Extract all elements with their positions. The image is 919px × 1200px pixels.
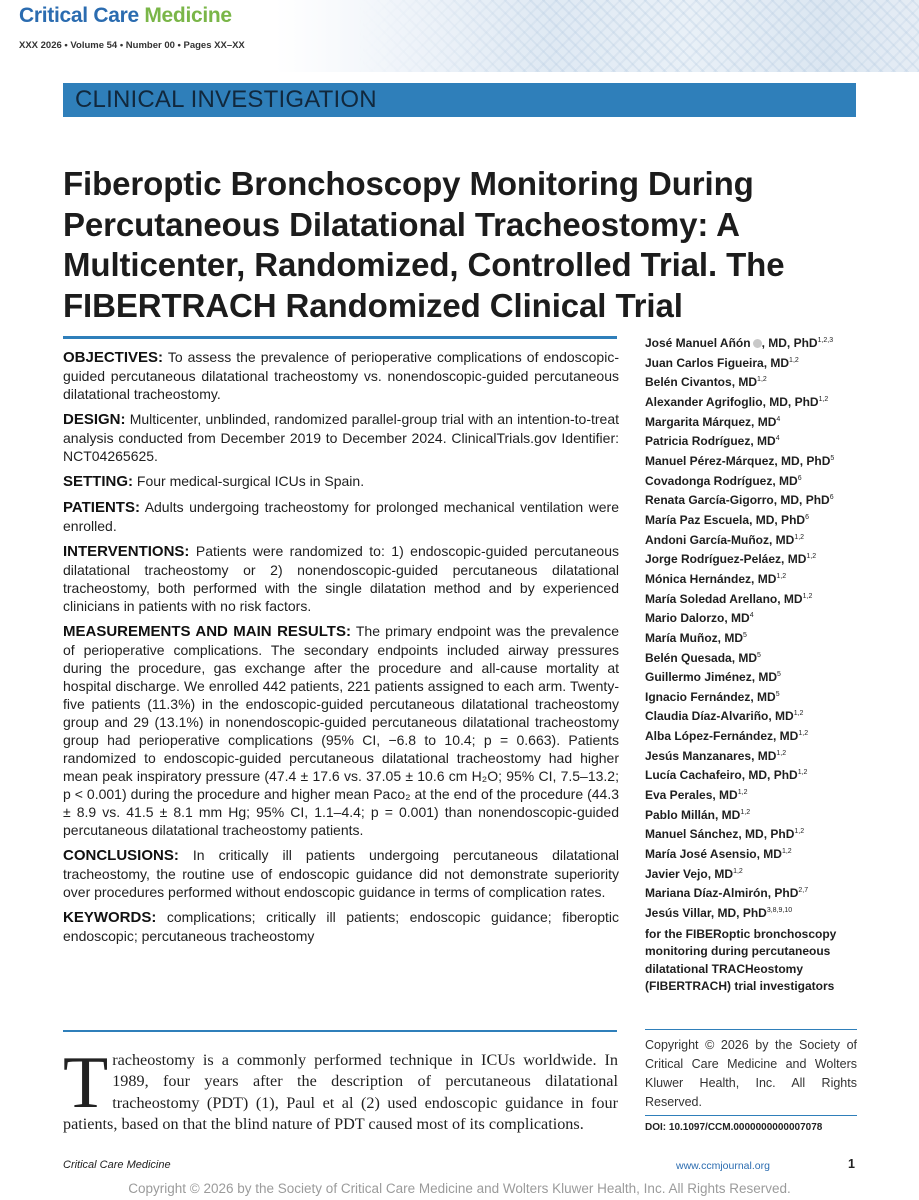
author-affiliation: 1,2 <box>781 848 792 856</box>
author-entry <box>645 393 865 413</box>
author-affiliation: 4 <box>775 435 780 443</box>
author-entry <box>645 649 865 669</box>
author-affiliation: 1,2 <box>798 730 809 738</box>
author-name: Belén Civantos <box>645 375 732 390</box>
author-entry <box>645 707 865 727</box>
author-credentials: , MD <box>724 611 750 626</box>
issue-line: XXX 2026 • Volume 54 • Number 00 • Pages XX–XX <box>19 40 245 51</box>
author-credentials: , MD <box>756 847 782 862</box>
author-affiliation: 5 <box>743 631 747 639</box>
author-name: Mariana Díaz-Almirón <box>645 886 768 901</box>
author-entry <box>645 432 865 452</box>
results-text: The primary endpoint was the prevalence of perioperative complications. The secondary endpoints included airway pressures during the procedure, gas exchange after the procedure and all-cause mortality at hospital discharge. We enrolled 442 patients, 221 patients assigned to each arm. Twenty-five patients (11.3%) in the endoscopic-guided percutaneous dilatational tracheostomy group and 29 (13.1%) in nonendoscopic-guided percutaneous dilatational tracheostomy group had perioperative complications (95% CI, −6.8 to 10.4; p = 0.663). Patients randomized to endoscopic-guided percutaneous dilatational tracheostomy had higher mean peak inspiratory pressure (47.4 ± 17.6 vs. 37.05 ± 10.6 cm H₂O; 95% CI, 7.5–13.2; p < 0.001) during the procedure and higher mean Paco₂ at the end of the procedure (44.3 ± 8.9 vs. 41.5 ± 8.1 mm Hg; 95% CI, 1.1–4.4; p = 0.001) than nonendoscopic-guided percutaneous dilatational tracheostomy patients. <box>63 623 620 838</box>
author-entry <box>645 413 865 433</box>
footer-journal: Critical Care Medicine <box>63 1159 171 1171</box>
author-entry <box>645 334 865 354</box>
keywords-text: complications; critically ill patients; endoscopic guidance; fiberoptic endoscopic; percutaneous tracheostomy <box>63 909 619 944</box>
author-affiliation: 1,2 <box>794 533 805 541</box>
author-entries <box>645 334 865 924</box>
author-entry <box>645 845 865 865</box>
patients-label: PATIENTS: <box>63 499 140 516</box>
author-affiliation: 4 <box>749 612 754 620</box>
author-credentials: , MD, PhD <box>762 394 819 409</box>
author-credentials: , MD <box>763 355 790 370</box>
page-number: 1 <box>848 1157 855 1171</box>
author-affiliation: 6 <box>829 494 834 502</box>
copyright-notice: Copyright © 2026 by the Society of Critical Care Medicine and Wolters Kluwer Health, Inc. All Rights Reserved. <box>645 1038 857 1109</box>
author-entry <box>645 511 865 531</box>
author-affiliation: 3,8,9,10 <box>766 907 793 915</box>
author-affiliation: 5 <box>777 671 781 679</box>
abstract-patients <box>63 498 619 535</box>
author-affiliation: 1,2 <box>802 592 813 600</box>
doi-link[interactable]: DOI: 10.1097/CCM.0000000000007078 <box>645 1122 823 1133</box>
article-title: Fiberoptic Bronchoscopy Monitoring During Percutaneous Dilatational Tracheostomy: A Multicenter, Randomized, Controlled Trial. The FIBERTRACH Randomized Clinical Trial <box>63 165 785 324</box>
author-entry <box>645 531 865 551</box>
author-credentials: , MD, PhD <box>773 493 830 508</box>
author-credentials: , MD, PhD <box>761 336 818 350</box>
author-affiliation: 1,2 <box>797 769 808 777</box>
author-entry <box>645 373 865 393</box>
author-affiliation: 4 <box>776 415 781 423</box>
author-affiliation: 1,2 <box>806 553 817 561</box>
author-entry <box>645 452 865 472</box>
author-credentials: , MD <box>750 434 776 449</box>
author-affiliation: 1,2 <box>740 808 751 816</box>
author-name: Manuel Sánchez <box>645 827 739 842</box>
author-entry <box>645 727 865 747</box>
author-entry <box>645 491 865 511</box>
copyright-watermark: Copyright © 2026 by the Society of Critical Care Medicine and Wolters Kluwer Health, Inc. All Rights Reserved. <box>128 1181 791 1196</box>
author-credentials: , MD <box>707 866 734 881</box>
author-affiliation: 1,2 <box>733 867 743 875</box>
author-credentials: , MD, PhD <box>774 453 831 468</box>
title-divider <box>63 336 617 339</box>
author-affiliation: 6 <box>805 513 809 521</box>
author-credentials: , MD, PhD <box>710 906 767 921</box>
setting-label: SETTING: <box>63 473 133 490</box>
journal-logo-part2: Medicine <box>144 4 232 27</box>
abstract-setting <box>63 472 619 491</box>
author-credentials: , MD <box>731 375 758 390</box>
author-name: José Manuel Añón <box>645 336 751 350</box>
author-entry <box>645 550 865 570</box>
author-entry <box>645 766 865 786</box>
author-name: Pablo Millán <box>645 807 716 822</box>
author-affiliation: 1,2 <box>776 749 787 757</box>
author-name: Andoni García-Muñoz <box>645 532 769 547</box>
abstract-conclusions <box>63 846 619 901</box>
author-name: Manuel Pérez-Márquez <box>645 453 775 468</box>
author-credentials: , MD <box>750 689 776 704</box>
author-name: Ignacio Fernández <box>645 689 751 704</box>
author-name: Juan Carlos Figueira <box>645 355 764 370</box>
author-affiliation: 1,2,3 <box>817 337 834 344</box>
footer-url-link[interactable]: www.ccmjournal.org <box>676 1160 770 1172</box>
setting-text: Four medical-surgical ICUs in Spain. <box>136 473 365 489</box>
section-banner <box>63 83 856 117</box>
keywords-label: KEYWORDS: <box>63 909 157 926</box>
author-affiliation: 1,2 <box>776 572 787 580</box>
section-label: CLINICAL INVESTIGATION <box>75 86 377 113</box>
author-credentials: , MD, PhD <box>749 512 806 527</box>
author-name: Claudia Díaz-Alvariño <box>645 709 769 724</box>
body-intro-text: racheostomy is a commonly performed technique in ICUs worldwide. In 1989, four years after the description of percutaneous dilatational tracheostomy (PDT) (1), Paul et al (2) used endoscopic guidance in four patients, based on that the blind nature of PDT caused most of its complications. <box>63 1051 618 1134</box>
author-entry <box>645 786 865 806</box>
author-affiliation: 5 <box>775 690 780 698</box>
author-entry <box>645 825 865 845</box>
author-name: María Muñoz <box>645 630 718 645</box>
journal-logo <box>19 4 232 28</box>
author-credentials: , MD <box>768 709 794 724</box>
author-name: Mónica Hernández <box>645 571 752 586</box>
author-name: Jesús Manzanares <box>645 748 752 763</box>
author-credentials: , MD <box>773 729 799 744</box>
author-credentials: , MD <box>751 571 777 586</box>
doi-divider <box>645 1115 857 1116</box>
author-affiliation: 1,2 <box>818 395 829 403</box>
author-name: Guillermo Jiménez <box>645 670 752 685</box>
author-credentials: , MD <box>751 414 777 429</box>
interventions-text: Patients were randomized to: 1) endoscopic-guided percutaneous dilatational tracheostomy or 2) nonendoscopic-guided percutaneous dilatational tracheostomy, both performed with the single dilatation method and by experienced clinicians in patients with no risk factors. <box>63 543 619 614</box>
author-credentials: , MD <box>717 630 744 645</box>
abstract-results <box>63 622 619 839</box>
objectives-text: To assess the prevalence of perioperative complications of endoscopic-guided percutaneous dilatational tracheostomy vs. nonendoscopic-guided percutaneous dilatational tracheostomy. <box>63 349 619 402</box>
abstract-keywords <box>63 908 619 945</box>
author-name: Lucía Cachafeiro <box>645 768 742 783</box>
author-list <box>645 334 865 996</box>
conclusions-label: CONCLUSIONS: <box>63 847 179 864</box>
author-affiliation: 1,2 <box>737 789 748 797</box>
interventions-label: INTERVENTIONS: <box>63 543 190 560</box>
author-credentials: , MD <box>751 748 777 763</box>
author-affiliation: 1,2 <box>794 828 805 836</box>
author-entry <box>645 354 865 374</box>
author-name: Eva Perales <box>645 788 713 803</box>
author-credentials: , MD <box>731 650 758 665</box>
author-credentials: , MD, PhD <box>738 827 795 842</box>
abstract <box>63 348 619 952</box>
group-note: for the FIBERoptic bronchoscopy monitoring during percutaneous dilatational TRACHeostomy (FIBERTRACH) trial investigators <box>645 926 837 994</box>
author-entry <box>645 904 865 924</box>
author-affiliation: 5 <box>830 454 835 462</box>
author-name: Mario Dalorzo <box>645 611 725 626</box>
body-intro <box>63 1042 618 1136</box>
author-name: María Soledad Arellano <box>645 591 778 606</box>
copyright-divider <box>645 1029 857 1030</box>
author-entry <box>645 884 865 904</box>
author-entry <box>645 609 865 629</box>
author-entry <box>645 590 865 610</box>
author-credentials: , MD <box>781 552 807 567</box>
author-entry <box>645 688 865 708</box>
author-entry <box>645 472 865 492</box>
author-name: Alexander Agrifoglio <box>645 394 763 409</box>
author-credentials: , MD <box>751 670 778 685</box>
drop-cap: T <box>63 1042 109 1124</box>
abstract-interventions <box>63 542 619 615</box>
author-affiliation: 2,7 <box>798 887 809 895</box>
author-name: Covadonga Rodríguez <box>645 473 773 488</box>
author-name: Jesús Villar <box>645 906 711 921</box>
author-credentials: , PhD <box>767 886 799 901</box>
author-name: Alba López-Fernández <box>645 729 774 744</box>
author-entry <box>645 747 865 767</box>
conclusions-text: In critically ill patients undergoing percutaneous dilatational tracheostomy, the routine use of endoscopic guidance did not demonstrate superiority over procedures performed without endoscopic guidance in terms of complication rates. <box>63 847 620 900</box>
design-label: DESIGN: <box>63 411 126 428</box>
body-divider <box>63 1030 617 1032</box>
objectives-label: OBJECTIVES: <box>63 349 164 366</box>
results-label: MEASUREMENTS AND MAIN RESULTS: <box>63 623 351 640</box>
orcid-icon[interactable] <box>753 339 762 348</box>
abstract-objectives <box>63 348 619 403</box>
patients-text: Adults undergoing tracheostomy for prolonged mechanical ventilation were enrolled. <box>63 499 619 534</box>
author-affiliation: 1,2 <box>789 356 799 364</box>
author-credentials: , MD <box>777 591 803 606</box>
author-affiliation: 1,2 <box>757 376 767 384</box>
author-credentials: , MD, PhD <box>741 768 798 783</box>
author-name: Javier Vejo <box>645 866 708 881</box>
author-name: Belén Quesada <box>645 650 732 665</box>
author-affiliation: 1,2 <box>793 710 804 718</box>
author-affiliation: 6 <box>797 474 802 482</box>
author-credentials: , MD <box>715 807 741 822</box>
author-credentials: , MD <box>712 788 738 803</box>
author-name: Renata García-Gigorro <box>645 493 774 508</box>
author-name: María José Asensio <box>645 847 757 862</box>
author-entry <box>645 570 865 590</box>
author-name: Jorge Rodríguez-Peláez <box>645 552 782 567</box>
author-name: Patricia Rodríguez <box>645 434 751 449</box>
author-credentials: , MD <box>769 532 795 547</box>
author-affiliation: 5 <box>757 651 761 659</box>
author-entry <box>645 865 865 885</box>
author-entry <box>645 806 865 826</box>
author-entry <box>645 629 865 649</box>
author-entry <box>645 668 865 688</box>
journal-logo-part1: Critical Care <box>19 4 145 27</box>
header-pattern <box>359 0 919 72</box>
abstract-design <box>63 410 619 465</box>
author-credentials: , MD <box>772 473 798 488</box>
author-name: María Paz Escuela <box>645 512 750 527</box>
design-text: Multicenter, unblinded, randomized parallel-group trial with an intention-to-treat analysis conducted from December 2019 to December 2024. ClinicalTrials.gov Identifier: NCT04265625. <box>63 411 620 464</box>
author-name: Margarita Márquez <box>645 414 752 429</box>
